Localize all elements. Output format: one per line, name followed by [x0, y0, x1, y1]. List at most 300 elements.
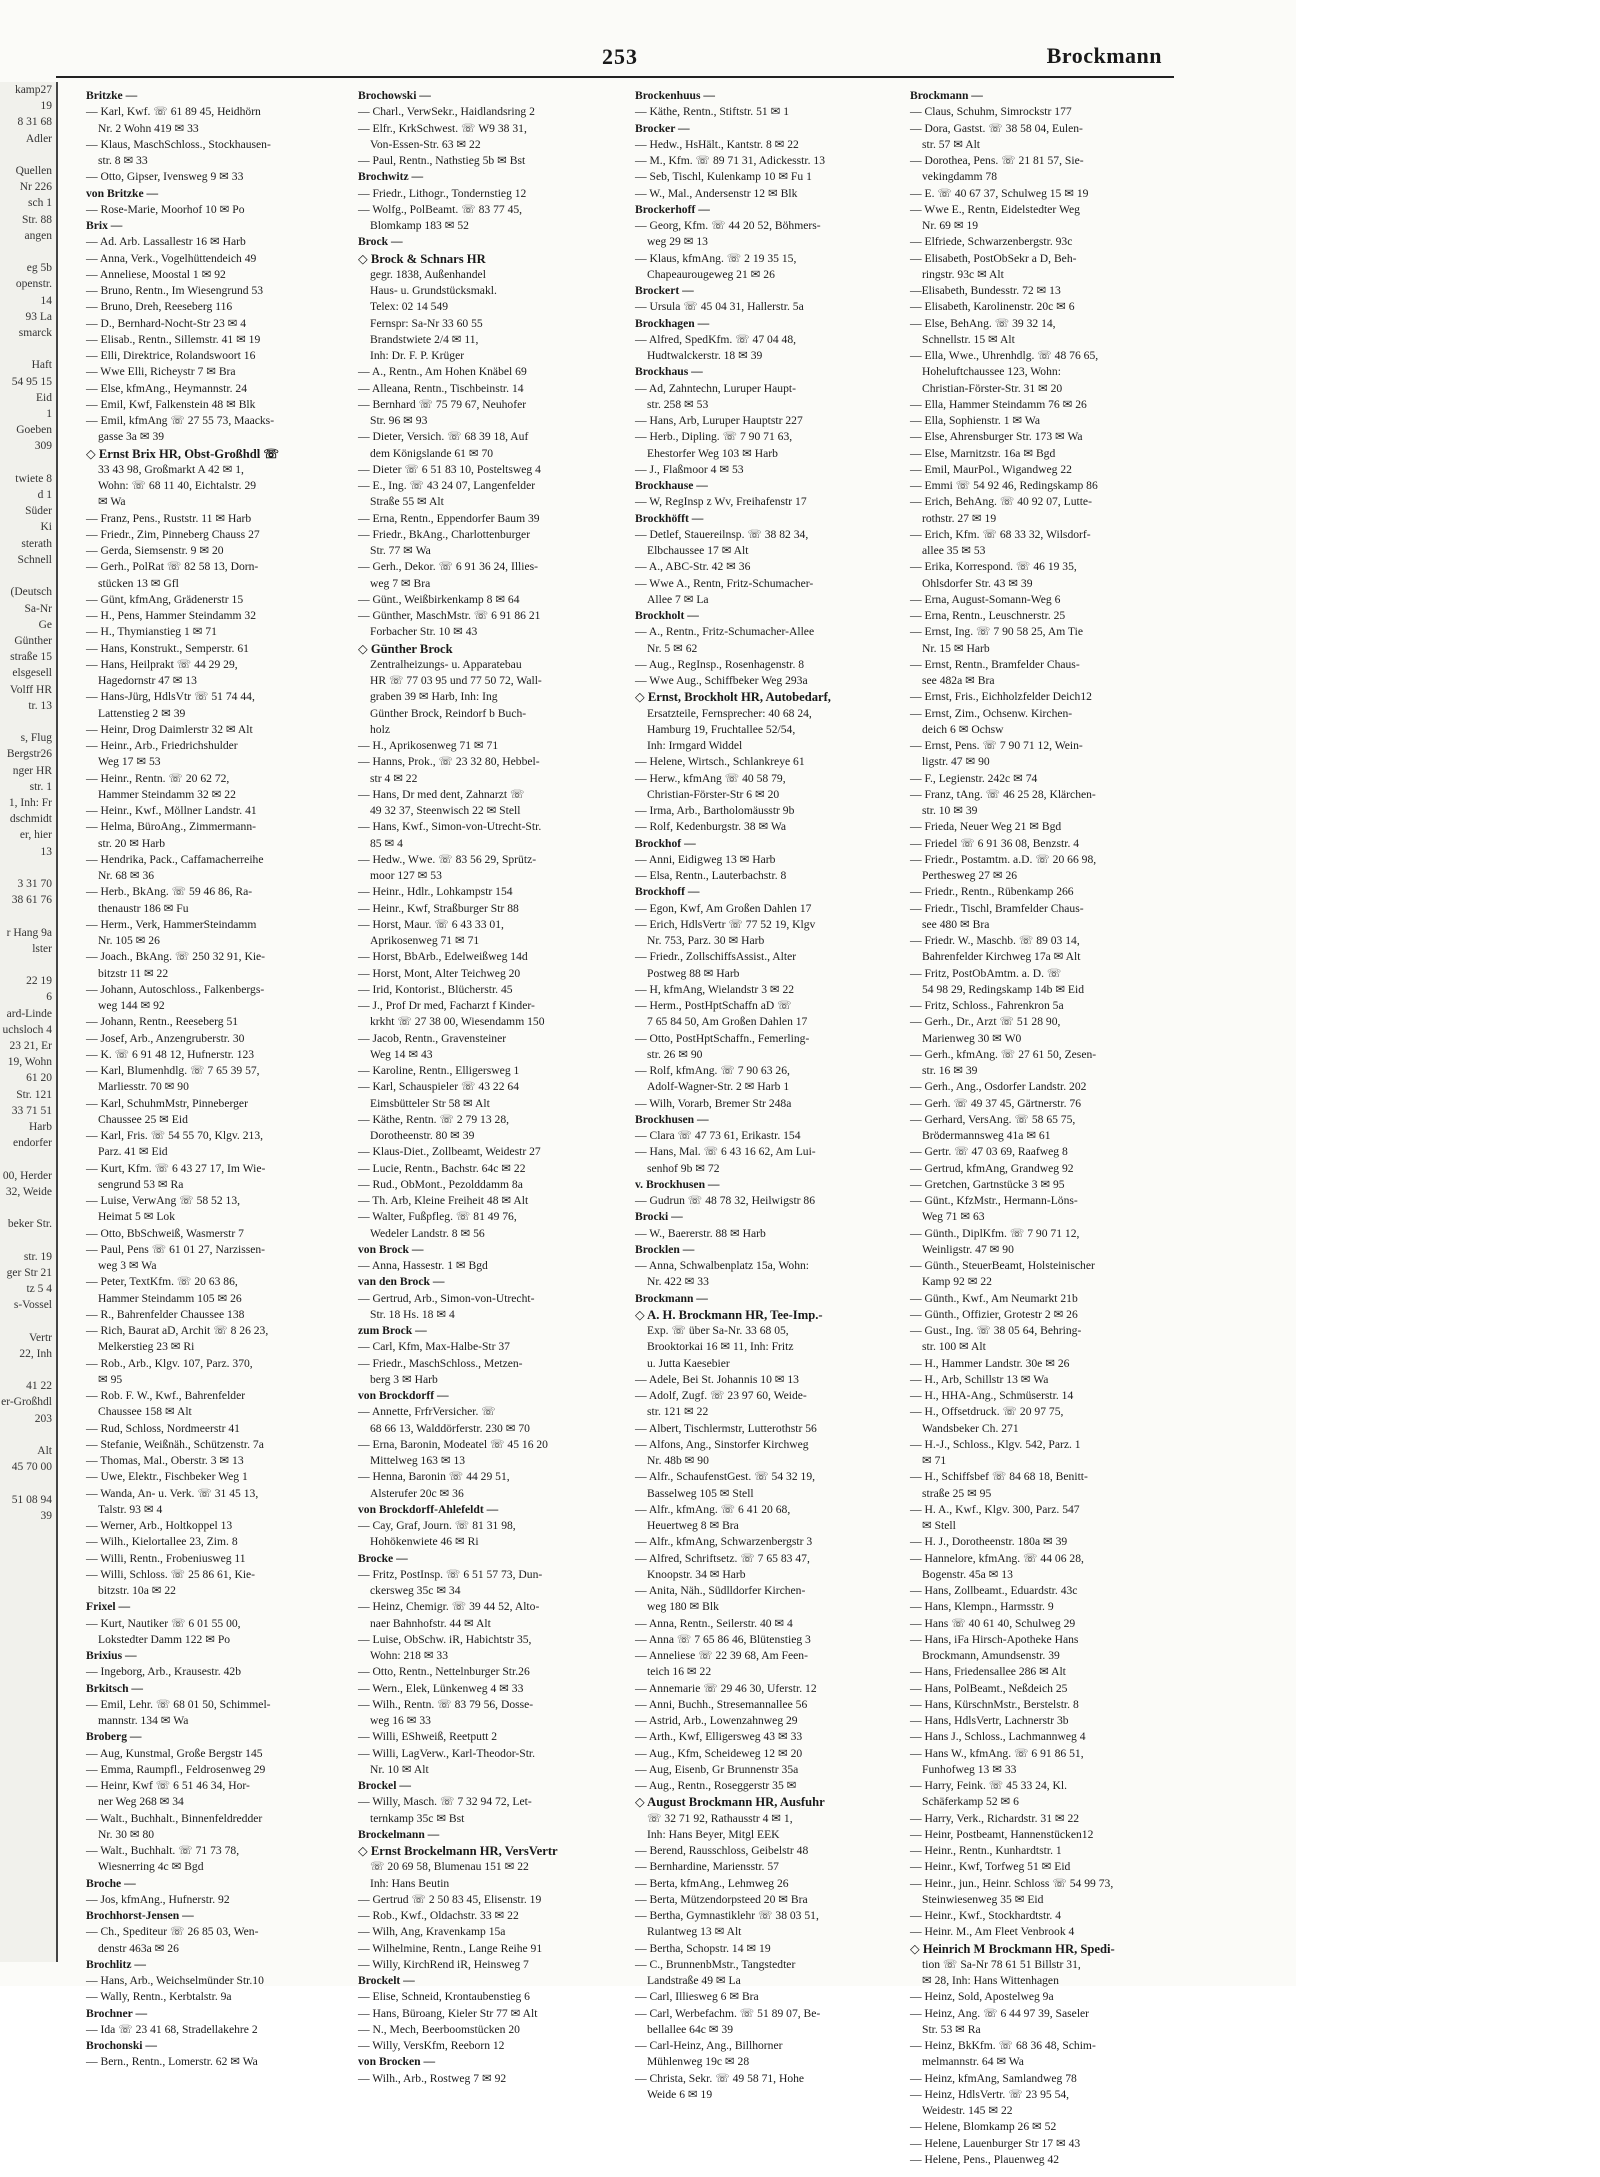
- directory-entry: — Hans, Zollbeamt., Eduardstr. 43c: [910, 1584, 1078, 1597]
- directory-entry: Lokstedter Damm 122 ✉ Po: [98, 1632, 231, 1646]
- gutter-line: eg 5b: [26, 262, 52, 275]
- directory-entry: ☏ 20 69 58, Blumenau 151 ✉ 22: [370, 1860, 529, 1874]
- directory-entry: — Friedel ☏ 6 91 36 08, Benzstr. 4: [910, 836, 1080, 850]
- directory-entry: — Fritz, PostObAmtm. a. D. ☏: [910, 966, 1062, 980]
- directory-entry: Knoopstr. 34 ✉ Harb: [647, 1567, 746, 1581]
- gutter-line: [0, 714, 56, 730]
- directory-entry: — Friedr., BkAng., Charlottenburger: [358, 527, 531, 541]
- gutter-line: Eid: [36, 391, 52, 404]
- directory-entry: — Gerh., PolRat ☏ 82 58 13, Dorn-: [86, 560, 259, 574]
- directory-entry: — Herb., BkAng. ☏ 59 46 86, Ra-: [86, 885, 253, 899]
- gutter-line: [0, 957, 56, 973]
- directory-entry: Allee 7 ✉ La: [647, 592, 709, 606]
- surname-heading: Brocke —: [358, 1551, 408, 1565]
- directory-entry: — Bertha, Schopstr. 14 ✉ 19: [635, 1941, 771, 1955]
- gutter-line: 93 La: [25, 310, 52, 323]
- directory-entry: — Helene, Blomkamp 26 ✉ 52: [910, 2120, 1057, 2134]
- directory-entry: — Heinz, HdlsVertr. ☏ 23 95 54,: [910, 2087, 1070, 2101]
- directory-entry: teich 16 ✉ 22: [647, 1665, 712, 1679]
- surname-heading: Brocker —: [635, 121, 690, 135]
- directory-entry: — Hans, Mal. ☏ 6 43 16 62, Am Lui-: [635, 1145, 816, 1159]
- directory-entry: melmannstr. 64 ✉ Wa: [922, 2055, 1024, 2069]
- directory-entry: — Rose-Marie, Moorhof 10 ✉ Po: [86, 202, 245, 216]
- gutter-line: Goeben: [16, 424, 52, 437]
- directory-entry: — Rob., Arb., Klgv. 107, Parz. 370,: [86, 1356, 253, 1370]
- directory-entry: ◇ Ernst Brix HR, Obst-Großhdl ☏: [86, 446, 280, 461]
- gutter-line: sch 1: [28, 197, 52, 210]
- directory-entry: — Egon, Kwf, Am Großen Dahlen 17: [635, 901, 812, 915]
- directory-entry: see 482a ✉ Bra: [922, 674, 995, 687]
- directory-entry: moor 127 ✉ 53: [370, 869, 442, 882]
- directory-entry: Melkerstieg 23 ✉ Ri: [98, 1340, 195, 1354]
- directory-entry: Dorotheenstr. 80 ✉ 39: [370, 1129, 475, 1142]
- surname-heading: Broche —: [86, 1876, 136, 1890]
- directory-entry: — Hans, HdlsVertr, Lachnerstr 3b: [910, 1714, 1069, 1727]
- directory-entry: — Adele, Bei St. Johannis 10 ✉ 13: [635, 1372, 799, 1386]
- directory-entry: — Hanns, Prok., ☏ 23 32 80, Hebbel-: [358, 755, 540, 769]
- directory-entry: — Rolf, kfmAng. ☏ 7 90 63 26,: [635, 1064, 790, 1077]
- directory-entry: Nr. 30 ✉ 80: [98, 1827, 155, 1841]
- directory-entry: — Jos, kfmAng., Hufnerstr. 92: [86, 1892, 230, 1906]
- directory-entry: — Gudrun ☏ 48 78 32, Heilwigstr 86: [635, 1194, 816, 1207]
- directory-entry: — Seb, Tischl, Kulenkamp 10 ✉ Fu 1: [635, 170, 812, 184]
- directory-entry: — Willi, LagVerw., Karl-Theodor-Str.: [358, 1746, 536, 1760]
- directory-entry: — Lucie, Rentn., Bachstr. 64c ✉ 22: [358, 1161, 526, 1175]
- directory-entry: — Uwe, Elektr., Fischbeker Weg 1: [86, 1470, 248, 1484]
- directory-entry: — Heinr., Arb., Friedrichshulder: [86, 739, 238, 752]
- directory-entry: — Willi, Schloss. ☏ 25 86 61, Kie-: [86, 1567, 256, 1581]
- directory-entry: ternkamp 35c ✉ Bst: [370, 1811, 465, 1825]
- gutter-line: 38 61 76: [11, 894, 52, 907]
- directory-entry: — Anna, Verk., Vogelhüttendeich 49: [86, 251, 257, 265]
- directory-entry: str. 258 ✉ 53: [647, 397, 709, 411]
- directory-entry: — Alfred, SpedKfm. ☏ 47 04 48,: [635, 332, 797, 346]
- surname-heading: Brockert —: [635, 284, 694, 297]
- directory-entry: Nr. 422 ✉ 33: [647, 1275, 709, 1289]
- gutter-line: 00, Herder: [2, 1169, 52, 1182]
- directory-entry: — Erika, Korrespond. ☏ 46 19 35,: [910, 560, 1077, 574]
- directory-entry: — Josef, Arb., Anzengruberstr. 30: [86, 1031, 245, 1045]
- gutter-line: Quellen: [15, 165, 52, 178]
- gutter-line: Str. 121: [16, 1088, 52, 1101]
- directory-entry: — Willi, Rentn., Frobeniusweg 11: [86, 1551, 246, 1565]
- directory-entry: Basselweg 105 ✉ Stell: [647, 1486, 754, 1500]
- directory-entry: — Günther, MaschMstr. ☏ 6 91 86 21: [358, 609, 541, 622]
- directory-entry: — Alfr., SchaufenstGest. ☏ 54 32 19,: [635, 1470, 816, 1484]
- gutter-line: [0, 908, 56, 924]
- directory-entry: — Johann, Autoschloss., Falkenbergs-: [86, 982, 265, 996]
- directory-entry: — Willi, EShweiß, Reetputt 2: [358, 1730, 498, 1744]
- directory-entry: — Cay, Graf, Journ. ☏ 81 31 98,: [358, 1519, 516, 1532]
- directory-entry: Kamp 92 ✉ 22: [922, 1275, 992, 1289]
- gutter-line: 1: [46, 408, 52, 421]
- directory-entry: Perthesweg 27 ✉ 26: [922, 869, 1018, 882]
- directory-entry: ✉ 28, Inh: Hans Wittenhagen: [922, 1974, 1059, 1987]
- directory-entry: ◇ A. H. Brockmann HR, Tee-Imp.-: [635, 1307, 823, 1322]
- directory-entry: — Heinr., Rentn. ☏ 20 62 72,: [86, 771, 230, 785]
- directory-entry: — Hans, Dr med dent, Zahnarzt ☏: [358, 787, 525, 801]
- directory-entry: — Ernst, Zim., Ochsenw. Kirchen-: [910, 706, 1073, 720]
- directory-entry: — Heinr., jun., Heinr. Schloss ☏ 54 99 73,: [910, 1876, 1114, 1890]
- directory-entry: — Anna, Schwalbenplatz 15a, Wohn:: [635, 1259, 810, 1272]
- directory-entry: — Annemarie ☏ 29 46 30, Uferstr. 12: [635, 1681, 817, 1695]
- directory-entry: — Alfr., kfmAng, Schwarzenbergstr 3: [635, 1535, 813, 1549]
- directory-entry: — Carl, Werbefachm. ☏ 51 89 07, Be-: [635, 2006, 821, 2020]
- directory-entry: — Karl, Blumenhdlg. ☏ 7 65 39 57,: [86, 1064, 260, 1077]
- gutter-line: Ge: [38, 618, 52, 631]
- directory-entry: Christian-Förster-Str. 31 ✉ 20: [922, 381, 1063, 395]
- directory-entry: Exp. ☏ über Sa-Nr. 33 68 05,: [647, 1324, 789, 1337]
- directory-entry: — H. J., Dorotheenstr. 180a ✉ 39: [910, 1535, 1068, 1549]
- directory-entry: Eimsbütteler Str 58 ✉ Alt: [370, 1096, 490, 1110]
- directory-entry: — Hans, Konstrukt., Semperstr. 61: [86, 641, 249, 655]
- directory-entry: Parz. 41 ✉ Eid: [98, 1145, 168, 1159]
- directory-entry: weg 7 ✉ Bra: [370, 576, 431, 590]
- directory-entry: — Gertr. ☏ 47 03 69, Raafweg 8: [910, 1145, 1068, 1159]
- surname-heading: von Brockdorff —: [358, 1389, 449, 1402]
- directory-entry: — Bern., Rentn., Lomerstr. 62 ✉ Wa: [86, 2055, 258, 2069]
- directory-entry: — Horst, BbArb., Edelweißweg 14d: [358, 950, 528, 964]
- directory-entry: — Hans, iFa Hirsch-Apotheke Hans: [910, 1632, 1079, 1646]
- directory-entry: — E., Ing. ☏ 43 24 07, Langenfelder: [358, 479, 536, 492]
- surname-heading: van den Brock —: [358, 1275, 445, 1289]
- directory-entry: HR ☏ 77 03 95 und 77 50 72, Wall-: [370, 674, 542, 687]
- directory-entry: — Karl, SchuhmMstr, Pinneberger: [86, 1096, 248, 1110]
- directory-entry: — Harry, Feink. ☏ 45 33 24, Kl.: [910, 1779, 1068, 1792]
- directory-entry: — Carl, Kfm, Max-Halbe-Str 37: [358, 1340, 510, 1354]
- directory-entry: — Frieda, Neuer Weg 21 ✉ Bgd: [910, 820, 1062, 834]
- directory-entry: Nr. 2 Wohn 419 ✉ 33: [98, 121, 199, 135]
- surname-heading: von Brocken —: [358, 2055, 436, 2069]
- directory-entry: — Wanda, An- u. Verk. ☏ 31 45 13,: [86, 1486, 259, 1500]
- directory-entry: Heuertweg 8 ✉ Bra: [647, 1519, 739, 1532]
- directory-entry: — Christa, Sekr. ☏ 49 58 71, Hohe: [635, 2071, 805, 2085]
- directory-entry: — Günth., Kwf., Am Neumarkt 21b: [910, 1291, 1078, 1305]
- directory-entry: mannstr. 134 ✉ Wa: [98, 1714, 189, 1727]
- surname-heading: Brockhusen —: [635, 1112, 709, 1126]
- directory-entry: — Ingeborg, Arb., Krausestr. 42b: [86, 1665, 241, 1679]
- directory-entry: Wiesnerring 4c ✉ Bgd: [98, 1860, 204, 1874]
- directory-entry: — Horst, Mont, Alter Teichweg 20: [358, 966, 521, 980]
- directory-entry: — Claus, Schuhm, Simrockstr 177: [910, 105, 1072, 119]
- column-2: [358, 88, 628, 2085]
- directory-entry: — Irid, Kontorist., Blücherstr. 45: [358, 982, 513, 996]
- directory-entry: Nr. 15 ✉ Harb: [922, 641, 990, 655]
- gutter-line: [0, 341, 56, 357]
- directory-entry: — Hans J., Schloss., Lachmannweg 4: [910, 1730, 1086, 1744]
- directory-entry: — Aug., Rentn., Roseggerstr 35 ✉: [635, 1779, 797, 1792]
- directory-entry: — Herm., PostHptSchaffn aD ☏: [635, 999, 792, 1012]
- gutter-line: er, hier: [19, 829, 52, 842]
- directory-entry: — Carl, Illiesweg 6 ✉ Bra: [635, 1990, 759, 2004]
- directory-entry: — Herw., kfmAng ☏ 40 58 79,: [635, 771, 786, 785]
- directory-entry: dem Königslande 61 ✉ 70: [370, 446, 494, 460]
- surname-heading: Brockmann —: [910, 89, 983, 102]
- gutter-line: Vertr: [29, 1331, 52, 1344]
- directory-entry: — Hannelore, kfmAng. ☏ 44 06 28,: [910, 1551, 1084, 1565]
- column-3: [635, 88, 905, 2101]
- directory-entry: — Elisabeth, Karolinenstr. 20c ✉ 6: [910, 300, 1075, 314]
- directory-entry: weg 3 ✉ Wa: [98, 1259, 157, 1272]
- directory-entry: — Hans, Arb., Weichselmünder Str.10: [86, 1974, 264, 1987]
- directory-entry: — Kurt, Kfm. ☏ 6 43 27 17, Im Wie-: [86, 1161, 266, 1175]
- directory-entry: — A., Rentn., Am Hohen Knäbel 69: [358, 365, 527, 379]
- directory-entry: Str. 96 ✉ 93: [370, 414, 428, 427]
- gutter-line: Ki: [40, 521, 52, 534]
- gutter-line: sterath: [21, 537, 52, 550]
- directory-entry: — Erich, Kfm. ☏ 68 33 32, Wilsdorf-: [910, 527, 1091, 541]
- directory-entry: gegr. 1838, Außenhandel: [370, 267, 486, 281]
- directory-entry: — C., BrunnenbMstr., Tangstedter: [635, 1957, 796, 1971]
- directory-entry: — Gerh., kfmAng. ☏ 27 61 50, Zesen-: [910, 1047, 1097, 1061]
- running-head: Brockmann: [1046, 43, 1162, 68]
- directory-entry: — H., Thymianstieg 1 ✉ 71: [86, 625, 217, 639]
- directory-entry: Landstraße 49 ✉ La: [647, 1974, 741, 1987]
- gutter-line: Nr 226: [19, 181, 52, 194]
- directory-entry: — Heinr, Kwf ☏ 6 51 46 34, Hor-: [86, 1779, 250, 1792]
- directory-entry: — Heinz, Ang. ☏ 6 44 97 39, Saseler: [910, 2006, 1090, 2020]
- directory-entry: — Charl., VerwSekr., Haidlandsring 2: [358, 105, 535, 119]
- directory-entry: Hohökenwiete 46 ✉ Ri: [370, 1535, 479, 1549]
- directory-entry: — Wolfg., PolBeamt. ☏ 83 77 45,: [358, 202, 523, 216]
- directory-entry: — Emma, Raumpfl., Feldrosenweg 29: [86, 1762, 266, 1776]
- directory-entry: —Elisabeth, Bundesstr. 72 ✉ 13: [910, 284, 1061, 297]
- gutter-line: twiete 8: [15, 472, 52, 485]
- directory-entry: — Hans, Arb, Luruper Hauptstr 227: [635, 414, 803, 427]
- directory-entry: weg 144 ✉ 92: [98, 999, 165, 1012]
- gutter-line: 309: [34, 440, 52, 453]
- directory-entry: — Hans W., kfmAng. ☏ 6 91 86 51,: [910, 1746, 1084, 1760]
- directory-entry: — Gerhard, VersAng. ☏ 58 65 75,: [910, 1112, 1076, 1126]
- surname-heading: Brock —: [358, 235, 403, 249]
- directory-entry: — Friedr., Tischl, Bramfelder Chaus-: [910, 901, 1084, 915]
- gutter-line: Str. 88: [21, 213, 52, 226]
- directory-entry: Günther Brock, Reindorf b Buch-: [370, 706, 527, 720]
- directory-entry: denstr 463a ✉ 26: [98, 1941, 179, 1955]
- directory-entry: Blomkamp 183 ✉ 52: [370, 219, 469, 232]
- directory-entry: — Luise, ObSchw. iR, Habichtstr 35,: [358, 1632, 532, 1646]
- surname-heading: Brockenhuus —: [635, 89, 716, 102]
- gutter-line: [0, 1200, 56, 1216]
- directory-entry: Lattenstieg 2 ✉ 39: [98, 706, 186, 720]
- surname-heading: Frixel —: [86, 1600, 131, 1614]
- directory-entry: — Ernst, Pens. ☏ 7 90 71 12, Wein-: [910, 739, 1083, 752]
- directory-entry: — Aug, Eisenb, Gr Brunnenstr 35a: [635, 1762, 799, 1776]
- directory-entry: — Hedw., HsHält., Kantstr. 8 ✉ 22: [635, 137, 799, 151]
- gutter-line: Harb: [29, 1121, 52, 1133]
- directory-entry: Postweg 88 ✉ Harb: [647, 966, 740, 980]
- directory-entry: ✉ Stell: [922, 1519, 956, 1532]
- surname-heading: Brockelt —: [358, 1974, 415, 1987]
- directory-entry: — Heinr., Hdlr., Lohkampstr 154: [358, 885, 513, 899]
- directory-entry: — D., Bernhard-Nocht-Str 23 ✉ 4: [86, 316, 247, 330]
- directory-entry: — Wally, Rentn., Kerbtalstr. 9a: [86, 1990, 232, 2004]
- directory-entry: krkht ☏ 27 38 00, Wiesendamm 150: [370, 1015, 545, 1029]
- surname-heading: von Brock —: [358, 1242, 424, 1256]
- gutter-line: 23 21, Er: [9, 1039, 52, 1052]
- surname-heading: Brocki —: [635, 1210, 683, 1224]
- directory-entry: ✉ 95: [98, 1372, 123, 1386]
- gutter-line: d 1: [37, 489, 52, 502]
- directory-entry: Nr. 69 ✉ 19: [922, 219, 979, 232]
- directory-entry: — Erna, Rentn., Leuschnerstr. 25: [910, 609, 1066, 622]
- directory-entry: Weinligstr. 47 ✉ 90: [922, 1242, 1014, 1256]
- directory-entry: ◇ August Brockmann HR, Ausfuhr: [635, 1795, 825, 1810]
- directory-entry: — W., Mal., Andersenstr 12 ✉ Blk: [635, 186, 798, 200]
- directory-entry: 7 65 84 50, Am Großen Dahlen 17: [647, 1015, 808, 1029]
- directory-entry: — Ernst, Ing. ☏ 7 90 58 25, Am Tie: [910, 625, 1083, 639]
- directory-entry: ✉ 71: [922, 1454, 947, 1467]
- directory-entry: — Klaus, kfmAng. ☏ 2 19 35 15,: [635, 251, 797, 265]
- gutter-line: r Hang 9a: [6, 926, 52, 939]
- directory-entry: Funhofweg 13 ✉ 33: [922, 1762, 1017, 1776]
- directory-entry: — Erna, Baronin, Modeatel ☏ 45 16 20: [358, 1437, 548, 1451]
- directory-entry: — Karoline, Rentn., Elligersweg 1: [358, 1064, 520, 1077]
- directory-entry: — Elisab., Rentn., Sillemstr. 41 ✉ 19: [86, 332, 261, 346]
- directory-entry: weg 16 ✉ 33: [370, 1714, 431, 1727]
- directory-entry: Str. 18 Hs. 18 ✉ 4: [370, 1307, 455, 1321]
- gutter-line: 19, Wohn: [7, 1056, 52, 1069]
- directory-entry: — Hans, Büroang, Kieler Str 77 ✉ Alt: [358, 2006, 538, 2020]
- gutter-line: Sa-Nr: [24, 602, 52, 615]
- gutter-line: 32, Weide: [5, 1185, 52, 1198]
- directory-entry: str 4 ✉ 22: [370, 771, 418, 785]
- gutter-line: [0, 860, 56, 876]
- directory-entry: — Irma, Arb., Bartholomäusstr 9b: [635, 804, 795, 817]
- directory-entry: ckersweg 35c ✉ 34: [370, 1584, 461, 1597]
- directory-entry: — Detlef, Stauereilnsp. ☏ 38 82 34,: [635, 527, 809, 541]
- directory-entry: — Friedr., Rentn., Rübenkamp 266: [910, 885, 1074, 899]
- directory-entry: Inh: Irmgard Widdel: [647, 739, 743, 752]
- directory-entry: — Wilh., Arb., Rostweg 7 ✉ 92: [358, 2071, 507, 2085]
- gutter-line: str. 19: [23, 1250, 52, 1263]
- gutter-line: [0, 568, 56, 584]
- directory-entry: — H., Hammer Landstr. 30e ✉ 26: [910, 1356, 1070, 1370]
- directory-entry: str. 57 ✉ Alt: [922, 137, 981, 151]
- directory-entry: — Bruno, Rentn., Im Wiesengrund 53: [86, 284, 264, 297]
- directory-entry: ◇ Ernst, Brockholt HR, Autobedarf,: [635, 690, 831, 705]
- directory-entry: — Friedr., Lithogr., Tondernstieg 12: [358, 186, 527, 200]
- directory-entry: Talstr. 93 ✉ 4: [98, 1502, 163, 1516]
- gutter-line: Bergstr26: [6, 748, 52, 761]
- directory-entry: tion ☏ Sa-Nr 78 61 51 Billstr 31,: [922, 1957, 1081, 1971]
- directory-entry: str. 16 ✉ 39: [922, 1064, 978, 1077]
- directory-entry: — Emil, MaurPol., Wigandweg 22: [910, 462, 1072, 476]
- directory-entry: — Ch., Spediteur ☏ 26 85 03, Wen-: [86, 1925, 259, 1939]
- directory-entry: — Carl-Heinz, Ang., Billhorner: [635, 2039, 783, 2052]
- directory-entry: — Else, Ahrensburger Str. 173 ✉ Wa: [910, 430, 1083, 444]
- directory-entry: Weidestr. 145 ✉ 22: [922, 2104, 1013, 2117]
- gutter-line: lster: [32, 942, 52, 955]
- directory-entry: — Wern., Elek, Lünkenweg 4 ✉ 33: [358, 1681, 524, 1695]
- directory-entry: Heimat 5 ✉ Lok: [98, 1210, 176, 1224]
- directory-entry: — Bruno, Dreh, Reeseberg 116: [86, 300, 233, 314]
- directory-entry: — Berta, kfmAng., Lehmweg 26: [635, 1876, 789, 1890]
- directory-entry: — Friedr., Zim, Pinneberg Chauss 27: [86, 527, 260, 541]
- gutter-line: beker Str.: [7, 1218, 52, 1231]
- directory-entry: — Harry, Verk., Richardstr. 31 ✉ 22: [910, 1811, 1080, 1825]
- directory-entry: Wandsbeker Ch. 271: [922, 1421, 1019, 1435]
- directory-entry: Mittelweg 163 ✉ 13: [370, 1454, 466, 1467]
- directory-entry: — Herm., Verk, HammerSteindamm: [86, 917, 257, 931]
- directory-entry: — W, RegInsp z Wv, Freihafenstr 17: [635, 495, 807, 509]
- directory-entry: — Helene, Pens., Plauenweg 42: [910, 2152, 1060, 2166]
- directory-entry: — Friedr., MaschSchloss., Metzen-: [358, 1356, 523, 1370]
- directory-entry: senhof 9b ✉ 72: [647, 1161, 720, 1175]
- directory-entry: Hagedornstr 47 ✉ 13: [98, 674, 197, 687]
- surname-heading: Brockerhoff —: [635, 202, 710, 216]
- gutter-line: [0, 1362, 56, 1378]
- directory-entry: Adolf-Wagner-Str. 2 ✉ Harb 1: [647, 1080, 790, 1094]
- directory-entry: bitzstr 11 ✉ 22: [98, 966, 169, 980]
- directory-entry: — Bernhard ☏ 75 79 67, Neuhofer: [358, 397, 527, 411]
- directory-entry: Nr. 753, Parz. 30 ✉ Harb: [647, 934, 765, 947]
- directory-entry: — Heinr, Postbeamt, Hannenstücken12: [910, 1827, 1094, 1841]
- directory-entry: — W., Baererstr. 88 ✉ Harb: [635, 1226, 766, 1240]
- directory-entry: — A., Rentn., Fritz-Schumacher-Allee: [635, 625, 815, 639]
- directory-entry: — Ernst, Fris., Eichholzfelder Deich12: [910, 690, 1092, 704]
- directory-entry: — Elise, Schneid, Krontaubenstieg 6: [358, 1990, 530, 2004]
- directory-entry: — Gerda, Siemsenstr. 9 ✉ 20: [86, 544, 224, 557]
- gutter-line: s-Vossel: [13, 1299, 52, 1312]
- directory-entry: vekingdamm 78: [922, 170, 998, 184]
- directory-entry: Brandstwiete 2/4 ✉ 11,: [370, 332, 479, 346]
- directory-entry: — Paul, Rentn., Nathstieg 5b ✉ Bst: [358, 154, 526, 167]
- gutter-line: 6: [46, 991, 52, 1004]
- directory-entry: — Gertrud, kfmAng, Grandweg 92: [910, 1161, 1074, 1175]
- directory-entry: Nr. 48b ✉ 90: [647, 1454, 709, 1467]
- gutter-line: [0, 1475, 56, 1491]
- directory-entry: ☏ 32 71 92, Rathausstr 4 ✉ 1,: [647, 1811, 793, 1825]
- surname-heading: Brockel —: [358, 1779, 411, 1792]
- directory-entry: Hammer Steindamm 32 ✉ 22: [98, 787, 236, 801]
- directory-entry: — Wwe Aug., Schiffbeker Weg 293a: [635, 674, 808, 687]
- directory-entry: — Friedr., ZollschiffsAssist., Alter: [635, 950, 797, 964]
- directory-entry: — Heinr., Kwf, Straßburger Str 88: [358, 901, 519, 915]
- directory-entry: — Alfons, Ang., Sinstorfer Kirchweg: [635, 1437, 809, 1451]
- directory-entry: — Werner, Arb., Holtkoppel 13: [86, 1519, 233, 1532]
- directory-entry: — Otto, BbSchweiß, Wasmerstr 7: [86, 1226, 244, 1240]
- directory-entry: Hoheluftchaussee 123, Wohn:: [922, 365, 1061, 379]
- directory-entry: — Günth., Offizier, Grotestr 2 ✉ 26: [910, 1307, 1078, 1321]
- directory-entry: — Wilh, Ang, Kravenkamp 15a: [358, 1925, 506, 1939]
- directory-entry: 49 32 37, Steenwisch 22 ✉ Stell: [370, 804, 521, 817]
- directory-entry: — Otto, Rentn., Nettelnburger Str.26: [358, 1665, 530, 1679]
- directory-entry: — Gust., Ing. ☏ 38 05 64, Behring-: [910, 1324, 1082, 1337]
- directory-entry: — Fritz, PostInsp. ☏ 6 51 57 73, Dun-: [358, 1567, 543, 1581]
- directory-entry: — Ad. Arb. Lassallestr 16 ✉ Harb: [86, 235, 246, 249]
- directory-entry: — Rud, Schloss, Nordmeerstr 41: [86, 1421, 240, 1435]
- surname-heading: v. Brockhusen —: [635, 1177, 720, 1191]
- directory-entry: deich 6 ✉ Ochsw: [922, 722, 1004, 736]
- directory-entry: stücken 13 ✉ Gfl: [98, 576, 179, 590]
- gutter-line: [0, 1313, 56, 1329]
- directory-entry: — Willy, KirchRend iR, Heinsweg 7: [358, 1957, 529, 1971]
- directory-entry: Ersatzteile, Fernsprecher: 40 68 24,: [647, 706, 812, 720]
- directory-entry: — Heinr., Rentn., Kunhardtstr. 1: [910, 1844, 1062, 1857]
- directory-entry: — Gerh., Dekor. ☏ 6 91 36 24, Illies-: [358, 560, 539, 574]
- directory-entry: ringstr. 93c ✉ Alt: [922, 267, 1004, 281]
- directory-entry: Brockmann, Amundsenstr. 39: [922, 1649, 1060, 1662]
- directory-entry: — Friedr. W., Maschb. ☏ 89 03 14,: [910, 934, 1080, 947]
- directory-entry: — H., Aprikosenweg 71 ✉ 71: [358, 739, 499, 752]
- directory-entry: — Dora, Gastst. ☏ 38 58 04, Eulen-: [910, 121, 1083, 135]
- directory-entry: Weg 71 ✉ 63: [922, 1210, 985, 1224]
- directory-entry: — Ella, Wwe., Uhrenhdlg. ☏ 48 76 65,: [910, 349, 1099, 362]
- directory-entry: — Else, kfmAng., Heymannstr. 24: [86, 381, 248, 395]
- directory-entry: — Ursula ☏ 45 04 31, Hallerstr. 5a: [635, 300, 804, 314]
- directory-entry: ◇ Heinrich M Brockmann HR, Spedi-: [910, 1941, 1115, 1956]
